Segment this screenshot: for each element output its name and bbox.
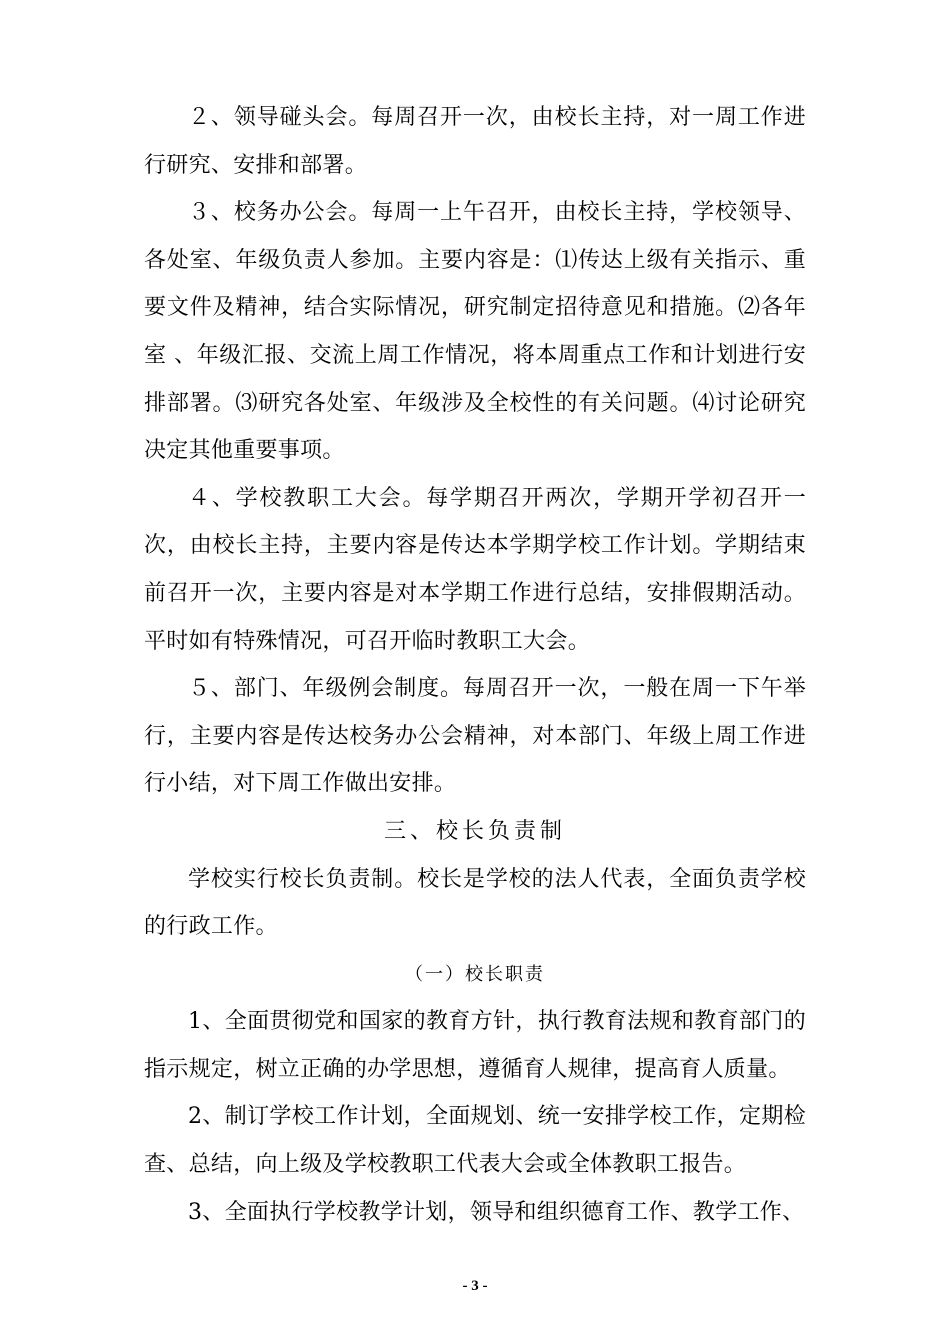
duty-item-1: 1、全面贯彻党和国家的教育方针，执行教育法规和教育部门的指示规定，树立正确的办学思想，遵循育人规律，提高育人质量。 <box>144 1009 806 1082</box>
subsection-heading: （一）校长职责 <box>405 963 545 985</box>
document-body <box>144 94 806 1236</box>
page-number: - 3 - <box>462 1278 488 1294</box>
duty-item-3: 3、全面执行学校教学计划，领导和组织德育工作、教学工作、 <box>188 1199 805 1225</box>
section-intro: 学校实行校长负责制。校长是学校的法人代表，全面负责学校的行政工作。 <box>144 866 806 940</box>
paragraph-department-meeting: ５、部门、年级例会制度。每周召开一次，一般在周一下午举行，主要内容是传达校务办公会精神，对本部门、年级上周工作进行小结，对下周工作做出安排。 <box>144 676 806 797</box>
paragraph-staff-assembly: ４、学校教职工大会。每学期召开两次，学期开学初召开一次，由校长主持，主要内容是传达本学期学校工作计划。学期结束前召开一次，主要内容是对本学期工作进行总结，安排假期活动。平时如有特殊情况，可召开临时教职工大会。 <box>144 485 806 654</box>
paragraph-leader-meeting: ２、领导碰头会。每周召开一次，由校长主持，对一周工作进行研究、安排和部署。 <box>144 105 806 178</box>
paragraph-office-meeting: ３、校务办公会。每周一上午召开，由校长主持，学校领导、各处室、年级负责人参加。主要内容是：⑴传达上级有关指示、重要文件及精神，结合实际情况，研究制定招待意见和措施。⑵各年室 、年级汇报、交流上周工作情况，将本周重点工作和计划进行安排部署。⑶研究各处室、年级涉及全校性的有关问题。⑷讨论研究决定其他重要事项。 <box>144 200 806 464</box>
section-heading: 三、校长负责制 <box>383 818 566 844</box>
duty-item-2: 2、制订学校工作计划，全面规划、统一安排学校工作，定期检查、总结，向上级及学校教职工代表大会或全体教职工报告。 <box>144 1104 806 1178</box>
